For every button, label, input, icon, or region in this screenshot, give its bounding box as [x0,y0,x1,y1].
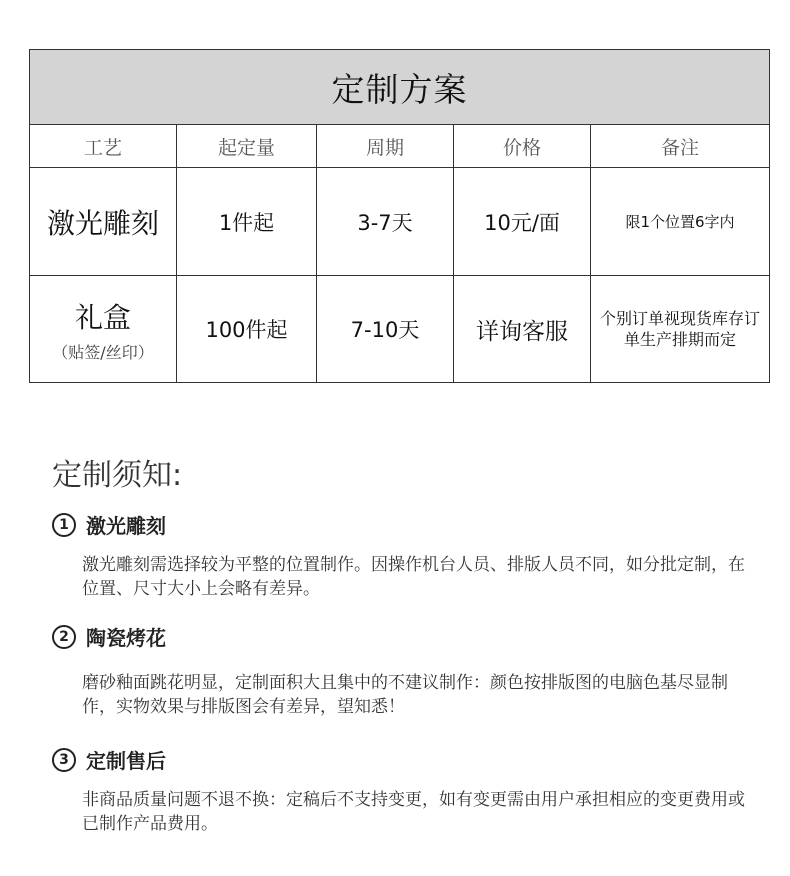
header-price: 价格 [454,125,591,168]
section-title: 定制售后 [86,749,166,773]
header-note: 备注 [591,125,770,168]
notice-section [52,510,752,601]
craft-name: 礼盒 [74,300,131,334]
customization-table [29,49,770,383]
section-title: 激光雕刻 [86,514,166,538]
notice-title: 定制须知: [52,458,183,493]
section-body: 非商品质量问题不退不换：定稿后不支持变更，如有变更需由用户承担相应的变更费用或已制作产品费用。 [82,790,745,834]
price-cell: 10元/面 [454,168,591,276]
price-cell: 详询客服 [454,276,591,383]
period-cell: 3-7天 [317,168,454,276]
header-period: 周期 [317,125,454,168]
craft-cell: 激光雕刻 [30,168,177,276]
section-body: 磨砂釉面跳花明显，定制面积大且集中的不建议制作：颜色按排版图的电脑色基尽显制作，实物效果与排版图会有差异，望知悉！ [82,673,728,717]
period-cell: 7-10天 [317,276,454,383]
number-badge: 1 [52,513,76,537]
note-cell: 限1个位置6字内 [591,168,770,276]
moq-cell: 100件起 [177,276,317,383]
number-badge: 3 [52,748,76,772]
section-heading [52,622,752,651]
section-heading [52,510,752,539]
header-craft: 工艺 [30,125,177,168]
craft-subtitle: （贴签/丝印） [52,342,154,362]
note-cell: 个别订单视现货库存订单生产排期而定 [591,276,770,383]
section-body: 激光雕刻需选择较为平整的位置制作。因操作机台人员、排版人员不同，如分批定制，在位置、尺寸大小上会略有差异。 [82,555,745,599]
table-row [30,276,770,383]
section-title: 陶瓷烤花 [86,626,166,650]
number-badge: 2 [52,625,76,649]
table-title: 定制方案 [30,50,770,125]
notice-section [52,622,752,719]
notice-section [52,745,752,836]
table-header-row [30,125,770,168]
table-row [30,168,770,276]
section-heading [52,745,752,774]
header-moq: 起定量 [177,125,317,168]
craft-cell [30,276,177,383]
moq-cell: 1件起 [177,168,317,276]
